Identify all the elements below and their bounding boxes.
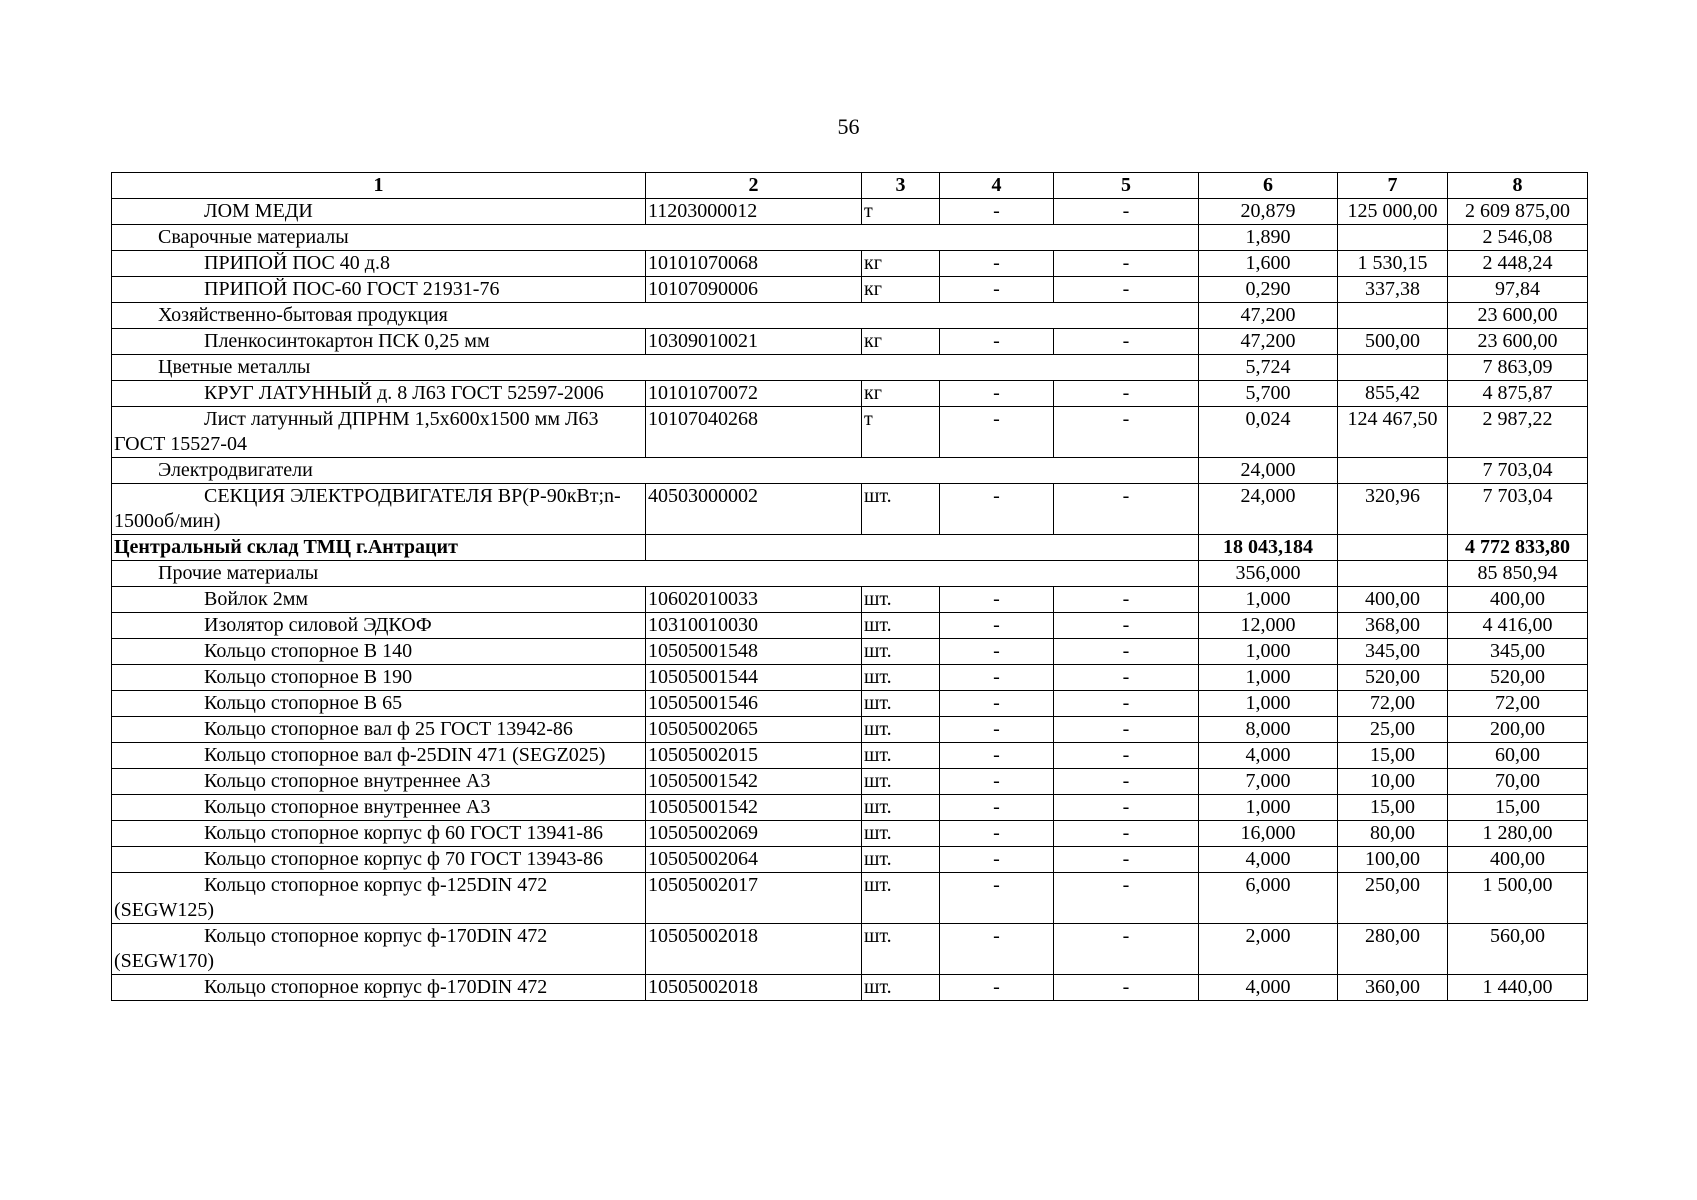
item-price: 250,00: [1338, 873, 1448, 924]
section-price-empty: [1338, 535, 1448, 561]
item-price: 15,00: [1338, 795, 1448, 821]
item-unit: шт.: [862, 587, 940, 613]
group-sum: 7 863,09: [1448, 355, 1588, 381]
group-quantity: 5,724: [1199, 355, 1338, 381]
item-name: СЕКЦИЯ ЭЛЕКТРОДВИГАТЕЛЯ ВР(Р-90кВт;n-1500об/мин): [112, 484, 646, 535]
group-quantity: 356,000: [1199, 561, 1338, 587]
item-quantity: 7,000: [1199, 769, 1338, 795]
item-quantity: 1,600: [1199, 251, 1338, 277]
group-name: Электродвигатели: [112, 458, 1199, 484]
item-quantity: 1,000: [1199, 639, 1338, 665]
col4-value: -: [940, 743, 1054, 769]
item-price: 15,00: [1338, 743, 1448, 769]
item-quantity: 12,000: [1199, 613, 1338, 639]
col5-value: -: [1054, 769, 1199, 795]
item-unit: шт.: [862, 924, 940, 975]
col5-value: -: [1054, 251, 1199, 277]
table-row: [112, 381, 1588, 407]
item-code: 10505001546: [646, 691, 862, 717]
table-body: [112, 199, 1588, 1001]
item-code: 10309010021: [646, 329, 862, 355]
item-code: 10505002015: [646, 743, 862, 769]
item-price: 368,00: [1338, 613, 1448, 639]
header-cell: 7: [1338, 173, 1448, 199]
item-unit: шт.: [862, 717, 940, 743]
page-number: 56: [837, 114, 860, 139]
item-quantity: 1,000: [1199, 795, 1338, 821]
item-name: Кольцо стопорное вал ф-25DIN 471 (SEGZ025): [112, 743, 646, 769]
table-row: [112, 743, 1588, 769]
item-price: 100,00: [1338, 847, 1448, 873]
item-name: КРУГ ЛАТУННЫЙ д. 8 Л63 ГОСТ 52597-2006: [112, 381, 646, 407]
item-quantity: 4,000: [1199, 743, 1338, 769]
item-price: 80,00: [1338, 821, 1448, 847]
header-cell: 8: [1448, 173, 1588, 199]
item-sum: 400,00: [1448, 847, 1588, 873]
col5-value: -: [1054, 484, 1199, 535]
item-sum: 200,00: [1448, 717, 1588, 743]
item-unit: шт.: [862, 484, 940, 535]
table-row: [112, 691, 1588, 717]
item-unit: шт.: [862, 873, 940, 924]
item-price: 320,96: [1338, 484, 1448, 535]
item-name: Кольцо стопорное внутреннее А3: [112, 795, 646, 821]
item-code: 10505002069: [646, 821, 862, 847]
item-code: 10101070068: [646, 251, 862, 277]
col5-value: -: [1054, 639, 1199, 665]
item-sum: 345,00: [1448, 639, 1588, 665]
item-unit: шт.: [862, 665, 940, 691]
header-cell: 1: [112, 173, 646, 199]
inventory-table: [111, 172, 1588, 1001]
item-code: 10505002018: [646, 975, 862, 1001]
item-code: 10602010033: [646, 587, 862, 613]
group-row: [112, 561, 1588, 587]
item-code: 10101070072: [646, 381, 862, 407]
section-name: Центральный склад ТМЦ г.Антрацит: [112, 535, 646, 561]
table-row: [112, 795, 1588, 821]
item-quantity: 6,000: [1199, 873, 1338, 924]
col4-value: -: [940, 847, 1054, 873]
item-code: 10107040268: [646, 407, 862, 458]
table-row: [112, 975, 1588, 1001]
col5-value: -: [1054, 691, 1199, 717]
table-row: [112, 329, 1588, 355]
group-price-empty: [1338, 303, 1448, 329]
item-quantity: 5,700: [1199, 381, 1338, 407]
item-sum: 23 600,00: [1448, 329, 1588, 355]
item-name: Кольцо стопорное В 140: [112, 639, 646, 665]
item-name: ЛОМ МЕДИ: [112, 199, 646, 225]
col4-value: -: [940, 717, 1054, 743]
item-sum: 520,00: [1448, 665, 1588, 691]
item-unit: шт.: [862, 795, 940, 821]
col5-value: -: [1054, 821, 1199, 847]
item-price: 855,42: [1338, 381, 1448, 407]
item-code: 10505002017: [646, 873, 862, 924]
item-unit: шт.: [862, 821, 940, 847]
col4-value: -: [940, 484, 1054, 535]
col4-value: -: [940, 251, 1054, 277]
item-price: 1 530,15: [1338, 251, 1448, 277]
table-row: [112, 613, 1588, 639]
item-quantity: 8,000: [1199, 717, 1338, 743]
item-quantity: 0,024: [1199, 407, 1338, 458]
item-code: 40503000002: [646, 484, 862, 535]
item-unit: шт.: [862, 691, 940, 717]
item-unit: т: [862, 407, 940, 458]
item-unit: шт.: [862, 613, 940, 639]
item-sum: 1 500,00: [1448, 873, 1588, 924]
item-quantity: 1,000: [1199, 587, 1338, 613]
group-name: Цветные металлы: [112, 355, 1199, 381]
table-row: [112, 717, 1588, 743]
group-quantity: 24,000: [1199, 458, 1338, 484]
col4-value: -: [940, 975, 1054, 1001]
item-quantity: 24,000: [1199, 484, 1338, 535]
table-row: [112, 199, 1588, 225]
table-row: [112, 847, 1588, 873]
table-row: [112, 639, 1588, 665]
col5-value: -: [1054, 847, 1199, 873]
item-code: 10107090006: [646, 277, 862, 303]
item-name: Кольцо стопорное корпус ф 60 ГОСТ 13941-86: [112, 821, 646, 847]
col4-value: -: [940, 639, 1054, 665]
item-unit: шт.: [862, 743, 940, 769]
item-sum: 560,00: [1448, 924, 1588, 975]
item-price: 25,00: [1338, 717, 1448, 743]
item-sum: 2 609 875,00: [1448, 199, 1588, 225]
col5-value: -: [1054, 924, 1199, 975]
group-sum: 7 703,04: [1448, 458, 1588, 484]
col5-value: -: [1054, 743, 1199, 769]
item-name: ПРИПОЙ ПОС 40 д.8: [112, 251, 646, 277]
col5-value: -: [1054, 975, 1199, 1001]
col4-value: -: [940, 821, 1054, 847]
table-row: [112, 769, 1588, 795]
col4-value: -: [940, 924, 1054, 975]
header-cell: 3: [862, 173, 940, 199]
item-unit: кг: [862, 277, 940, 303]
item-price: 520,00: [1338, 665, 1448, 691]
item-name: Кольцо стопорное внутреннее А3: [112, 769, 646, 795]
item-code: 10505002064: [646, 847, 862, 873]
col5-value: -: [1054, 665, 1199, 691]
item-unit: шт.: [862, 847, 940, 873]
item-name: Кольцо стопорное корпус ф-125DIN 472 (SEGW125): [112, 873, 646, 924]
item-unit: шт.: [862, 769, 940, 795]
item-quantity: 1,000: [1199, 665, 1338, 691]
item-sum: 400,00: [1448, 587, 1588, 613]
col4-value: -: [940, 329, 1054, 355]
col5-value: -: [1054, 587, 1199, 613]
item-code: 10505002018: [646, 924, 862, 975]
item-name: Кольцо стопорное вал ф 25 ГОСТ 13942-86: [112, 717, 646, 743]
col4-value: -: [940, 873, 1054, 924]
col4-value: -: [940, 381, 1054, 407]
item-unit: шт.: [862, 975, 940, 1001]
item-code: 11203000012: [646, 199, 862, 225]
item-code: 10505001542: [646, 769, 862, 795]
item-code: 10310010030: [646, 613, 862, 639]
group-name: Прочие материалы: [112, 561, 1199, 587]
col4-value: -: [940, 665, 1054, 691]
group-row: [112, 458, 1588, 484]
table-row: [112, 407, 1588, 458]
group-row: [112, 225, 1588, 251]
table-row: [112, 251, 1588, 277]
item-code: 10505001544: [646, 665, 862, 691]
group-price-empty: [1338, 561, 1448, 587]
item-name: Изолятор силовой ЭДКОФ: [112, 613, 646, 639]
item-sum: 1 280,00: [1448, 821, 1588, 847]
item-name: Кольцо стопорное корпус ф-170DIN 472: [112, 975, 646, 1001]
col4-value: -: [940, 613, 1054, 639]
table-row: [112, 665, 1588, 691]
section-sum: 4 772 833,80: [1448, 535, 1588, 561]
item-name: Войлок 2мм: [112, 587, 646, 613]
table-row: [112, 587, 1588, 613]
item-sum: 2 448,24: [1448, 251, 1588, 277]
item-code: 10505002065: [646, 717, 862, 743]
col5-value: -: [1054, 717, 1199, 743]
item-sum: 4 875,87: [1448, 381, 1588, 407]
group-sum: 2 546,08: [1448, 225, 1588, 251]
table-row: [112, 873, 1588, 924]
item-name: Пленкосинтокартон ПСК 0,25 мм: [112, 329, 646, 355]
group-price-empty: [1338, 458, 1448, 484]
item-unit: шт.: [862, 639, 940, 665]
header-cell: 5: [1054, 173, 1199, 199]
item-sum: 70,00: [1448, 769, 1588, 795]
col5-value: -: [1054, 381, 1199, 407]
item-name: ПРИПОЙ ПОС-60 ГОСТ 21931-76: [112, 277, 646, 303]
item-sum: 1 440,00: [1448, 975, 1588, 1001]
item-name: Кольцо стопорное корпус ф 70 ГОСТ 13943-86: [112, 847, 646, 873]
group-name: Хозяйственно-бытовая продукция: [112, 303, 1199, 329]
col4-value: -: [940, 199, 1054, 225]
item-code: 10505001548: [646, 639, 862, 665]
group-name: Сварочные материалы: [112, 225, 1199, 251]
section-quantity: 18 043,184: [1199, 535, 1338, 561]
item-sum: 15,00: [1448, 795, 1588, 821]
group-row: [112, 303, 1588, 329]
item-sum: 2 987,22: [1448, 407, 1588, 458]
item-name: Кольцо стопорное корпус ф-170DIN 472 (SEGW170): [112, 924, 646, 975]
col5-value: -: [1054, 795, 1199, 821]
item-quantity: 2,000: [1199, 924, 1338, 975]
item-quantity: 0,290: [1199, 277, 1338, 303]
item-quantity: 1,000: [1199, 691, 1338, 717]
col4-value: -: [940, 691, 1054, 717]
item-price: 10,00: [1338, 769, 1448, 795]
item-price: 72,00: [1338, 691, 1448, 717]
col5-value: -: [1054, 613, 1199, 639]
item-quantity: 47,200: [1199, 329, 1338, 355]
header-cell: 2: [646, 173, 862, 199]
item-price: 360,00: [1338, 975, 1448, 1001]
item-sum: 60,00: [1448, 743, 1588, 769]
table-row: [112, 484, 1588, 535]
col5-value: -: [1054, 277, 1199, 303]
item-name: Кольцо стопорное В 65: [112, 691, 646, 717]
item-unit: т: [862, 199, 940, 225]
item-name: Лист латунный ДПРНМ 1,5х600х1500 мм Л63 ГОСТ 15527-04: [112, 407, 646, 458]
table-row: [112, 924, 1588, 975]
item-price: 125 000,00: [1338, 199, 1448, 225]
col4-value: -: [940, 277, 1054, 303]
item-price: 124 467,50: [1338, 407, 1448, 458]
item-sum: 7 703,04: [1448, 484, 1588, 535]
col5-value: -: [1054, 199, 1199, 225]
section-row: [112, 535, 1588, 561]
col5-value: -: [1054, 329, 1199, 355]
table-row: [112, 821, 1588, 847]
item-quantity: 4,000: [1199, 975, 1338, 1001]
group-price-empty: [1338, 225, 1448, 251]
header-cell: 6: [1199, 173, 1338, 199]
item-sum: 4 416,00: [1448, 613, 1588, 639]
item-price: 337,38: [1338, 277, 1448, 303]
group-price-empty: [1338, 355, 1448, 381]
table-row: [112, 277, 1588, 303]
section-spacer: [646, 535, 1199, 561]
item-code: 10505001542: [646, 795, 862, 821]
item-sum: 97,84: [1448, 277, 1588, 303]
item-unit: кг: [862, 251, 940, 277]
item-quantity: 4,000: [1199, 847, 1338, 873]
item-unit: кг: [862, 329, 940, 355]
col5-value: -: [1054, 873, 1199, 924]
item-price: 400,00: [1338, 587, 1448, 613]
item-name: Кольцо стопорное В 190: [112, 665, 646, 691]
group-quantity: 1,890: [1199, 225, 1338, 251]
col4-value: -: [940, 407, 1054, 458]
header-cell: 4: [940, 173, 1054, 199]
group-sum: 23 600,00: [1448, 303, 1588, 329]
col4-value: -: [940, 769, 1054, 795]
item-quantity: 20,879: [1199, 199, 1338, 225]
item-price: 280,00: [1338, 924, 1448, 975]
item-price: 500,00: [1338, 329, 1448, 355]
item-price: 345,00: [1338, 639, 1448, 665]
header-row: [112, 173, 1588, 199]
col5-value: -: [1054, 407, 1199, 458]
group-sum: 85 850,94: [1448, 561, 1588, 587]
group-row: [112, 355, 1588, 381]
col4-value: -: [940, 795, 1054, 821]
col4-value: -: [940, 587, 1054, 613]
group-quantity: 47,200: [1199, 303, 1338, 329]
item-unit: кг: [862, 381, 940, 407]
item-sum: 72,00: [1448, 691, 1588, 717]
item-quantity: 16,000: [1199, 821, 1338, 847]
